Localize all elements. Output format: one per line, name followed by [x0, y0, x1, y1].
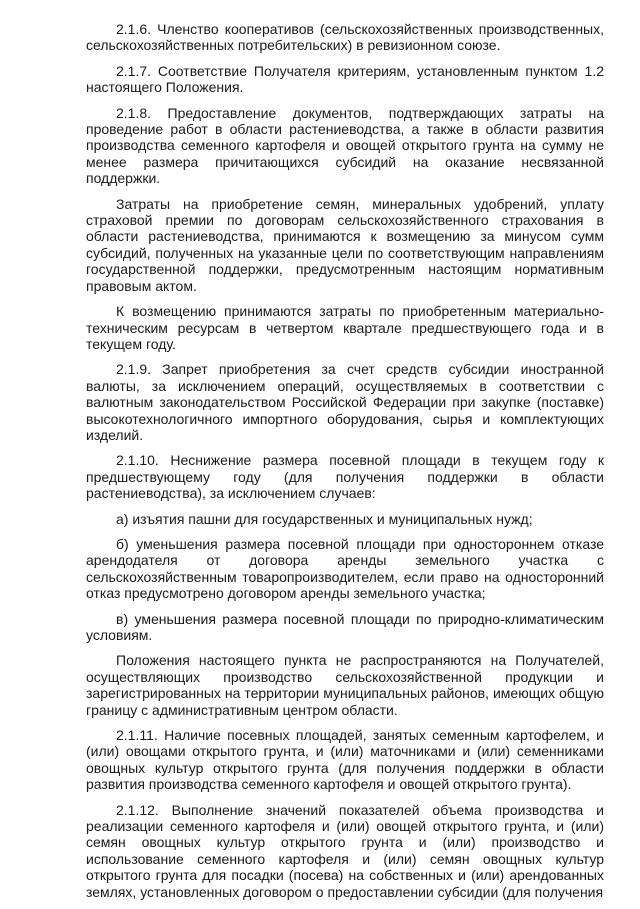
paragraph-2-1-8: 2.1.8. Предоставление документов, подтверждающих затраты на проведение работ в области растениеводства, а также в области развития производства семенного картофеля и овощей открытого грунта на сумму не менее размера причитающихся субсидий на оказание несвязанной поддержки. — [86, 104, 604, 187]
list-item-v: в) уменьшения размера посевной площади по природно-климатическим условиям. — [86, 610, 604, 643]
list-item-a: а) изъятия пашни для государственных и муниципальных нужд; — [116, 510, 533, 527]
paragraph-costs-seeds: Затраты на приобретение семян, минеральных удобрений, уплату страховой премии по договорам сельскохозяйственного страхования в области растениеводства, принимаются к возмещению за минусом сумм субсидий, полученных на указанные цели по соответствующим направлениям государственной поддержки, предусмотренным настоящим нормативным правовым актом. — [86, 195, 604, 294]
document-page — [86, 21, 604, 909]
paragraph-2-1-9: 2.1.9. Запрет приобретения за счет средств субсидии иностранной валюты, за исключением операций, осуществляемых в соответствии с валютным законодательством Российской Федерации при закупке (поставке) высокотехнологичного импортного оборудования, сырья и комплектующих изделий. — [86, 361, 604, 443]
paragraph-2-1-10: 2.1.10. Неснижение размера посевной площади в текущем году к предшествующему году (для получения поддержки в области растениеводства), за исключением случаев: — [86, 452, 604, 502]
paragraph-exemption: Положения настоящего пункта не распространяются на Получателей, осуществляющих производство сельскохозяйственной продукции и зарегистрированных на территории муниципальных районов, имеющих общую границу с административным центром области. — [86, 652, 604, 718]
list-item-b: б) уменьшения размера посевной площади при одностороннем отказе арендодателя от договора аренды земельного участка с сельскохозяйственным товаропроизводителем, если право на односторонний отказ предусмотрено договором аренды земельного участка; — [86, 535, 604, 602]
paragraph-2-1-7: 2.1.7. Соответствие Получателя критериям, установленным пунктом 1.2 настоящего Положения. — [86, 62, 604, 96]
paragraph-2-1-6: 2.1.6. Членство кооперативов (сельскохозяйственных производственных, сельскохозяйственных потребительских) в ревизионном союзе. — [86, 21, 604, 54]
paragraph-costs-resources: К возмещению принимаются затраты по приобретенным материально-техническим ресурсам в четвертом квартале предшествующего года и в текущем году. — [86, 303, 604, 352]
paragraph-2-1-11: 2.1.11. Наличие посевных площадей, занятых семенным картофелем, и (или) овощами открытого грунта, и (или) маточниками и (или) семенниками овощных культур открытого грунта (для получения поддержки в области развития производства семенного картофеля и овощей открытого грунта). — [86, 727, 604, 793]
paragraph-2-1-12: 2.1.12. Выполнение значений показателей объема производства и реализации семенного картофеля и (или) овощей открытого грунта, и (или) семян овощных культур открытого грунта и (или) производство и использование семенного картофеля и (или) семян овощных культур открытого грунта для посадки (посева) на собственных и (или) арендованных землях, установленных договором о предоставлении субсидии (для получения — [86, 801, 604, 900]
